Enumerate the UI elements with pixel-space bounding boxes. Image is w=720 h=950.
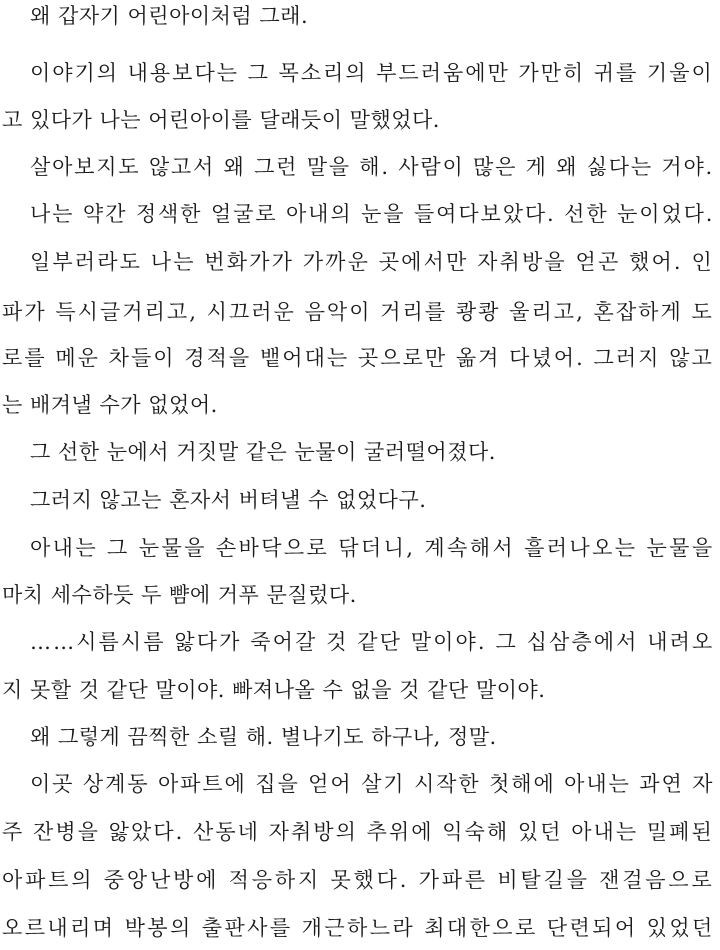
text-line: 고 있다가 나는 어린아이를 달래듯이 말했었다. [2,108,440,132]
text-line: 그러지 않고는 혼자서 버텨낼 수 없었다구. [30,488,427,512]
text-line: 파가 득시글거리고, 시끄러운 음악이 거리를 쾅쾅 울리고, 혼잡하게 도 [2,300,714,324]
text-line: 일부러라도 나는 번화가가 가까운 곳에서만 자취방을 얻곤 했어. 인 [30,250,714,274]
text-line: 왜 갑자기 어린아이처럼 그래. [30,4,309,28]
text-line: 아내는 그 눈물을 손바닥으로 닦더니, 계속해서 흘러나오는 눈물을 [30,536,715,560]
text-line: 지 못할 것 같단 말이야. 빠져나올 수 없을 것 같단 말이야. [2,678,546,702]
text-line: 아파트의 중앙난방에 적응하지 못했다. 가파른 비탈길을 잰걸음으로 [2,868,715,892]
text-line: 주 잔병을 앓았다. 산동네 자취방의 추위에 익숙해 있던 아내는 밀폐된 [2,820,714,844]
text-line: 는 배겨낼 수가 없었어. [2,393,218,417]
text-line: ……시름시름 앓다가 죽어갈 것 같단 말이야. 그 십삼층에서 내려오 [30,630,715,654]
text-line: 마치 세수하듯 두 뺨에 거푸 문질렀다. [2,583,357,607]
text-line: 살아보지도 않고서 왜 그런 말을 해. 사람이 많은 게 왜 싫다는 거야. [30,155,715,179]
text-line: 왜 그렇게 끔찍한 소릴 해. 별나기도 하구나, 정말. [30,725,497,749]
text-line: 이곳 상계동 아파트에 집을 얻어 살기 시작한 첫해에 아내는 과연 자 [30,772,715,796]
text-line: 그 선한 눈에서 거짓말 같은 눈물이 굴러떨어졌다. [30,440,496,464]
text-line: 이야기의 내용보다는 그 목소리의 부드러움에만 가만히 귀를 기울이 [30,61,714,85]
text-line: 로를 메운 차들이 경적을 뱉어대는 곳으로만 옮겨 다녔어. 그러지 않고 [2,346,714,370]
text-line: 오르내리며 박봉의 출판사를 개근하느라 최대한으로 단련되어 있었던 [2,916,715,940]
text-line: 나는 약간 정색한 얼굴로 아내의 눈을 들여다보았다. 선한 눈이었다. [30,202,715,226]
